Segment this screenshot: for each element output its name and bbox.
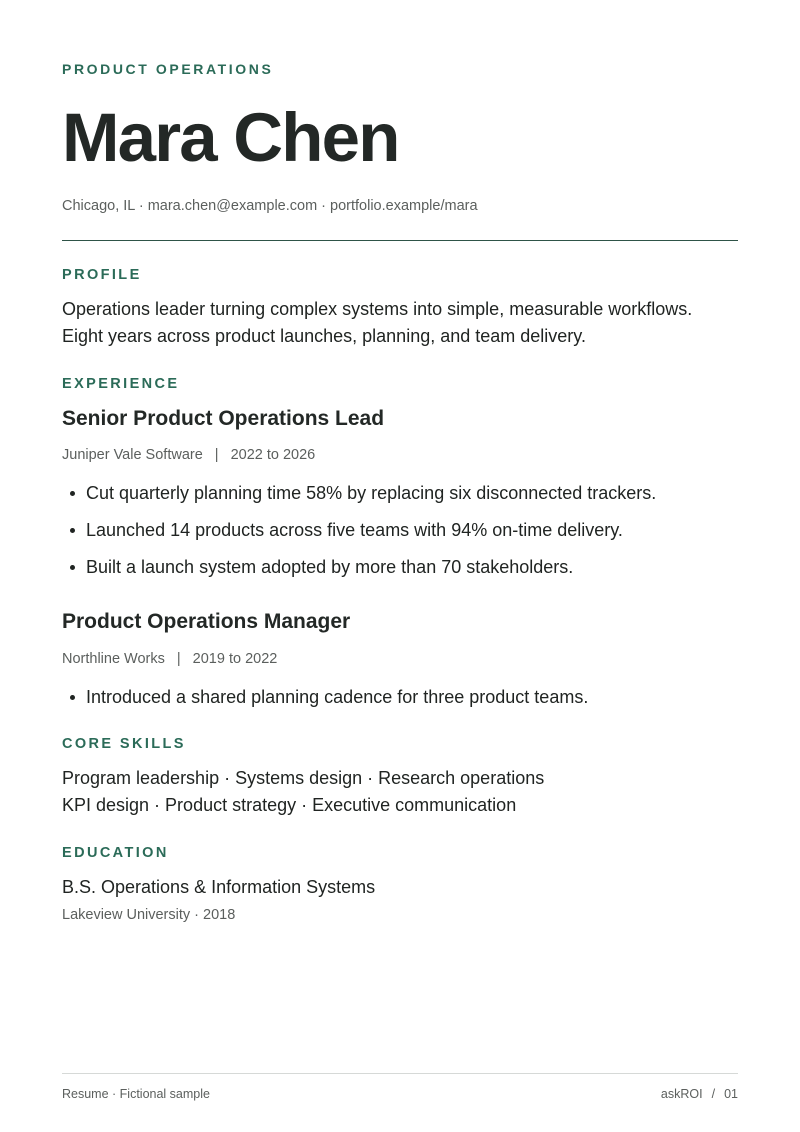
header-kicker: PRODUCT OPERATIONS [62, 61, 274, 77]
header-divider [62, 240, 738, 241]
bullet-icon [70, 491, 75, 496]
profile-summary [62, 296, 692, 350]
contact-line: Chicago, IL · mara.chen@example.com · portfolio.example/mara [62, 198, 478, 214]
job-bullets [62, 482, 656, 593]
page-number: 01 [724, 1087, 738, 1101]
section-title-skills: CORE SKILLS [62, 736, 186, 752]
job-role: Product Operations Manager [62, 610, 351, 633]
section-title-profile: PROFILE [62, 267, 142, 283]
bullet-text: Cut quarterly planning time 58% by replacing six disconnected trackers. [86, 483, 657, 503]
bullet-icon [70, 528, 75, 533]
section-title-experience: EXPERIENCE [62, 376, 180, 392]
candidate-name: Mara Chen [62, 99, 399, 176]
job-meta [62, 651, 277, 667]
job-role: Senior Product Operations Lead [62, 407, 385, 430]
profile-line: Eight years across product launches, planning, and team delivery. [62, 326, 586, 346]
bullet-text: Built a launch system adopted by more than 70 stakeholders. [86, 557, 574, 577]
footer-separator: / [711, 1087, 716, 1101]
job-company: Northline Works [62, 651, 165, 667]
job-dates: 2022 to 2026 [230, 447, 316, 463]
job-dates: 2019 to 2022 [192, 651, 278, 667]
job-company: Juniper Vale Software [62, 447, 203, 463]
section-title-education: EDUCATION [62, 845, 169, 861]
education-school: Lakeview University · 2018 [62, 907, 236, 923]
bullet-icon [70, 695, 75, 700]
bullet-icon [70, 565, 75, 570]
bullet-text: Introduced a shared planning cadence for three product teams. [86, 687, 589, 707]
job-meta-separator: | [176, 651, 181, 667]
profile-line: Operations leader turning complex systems into simple, measurable workflows. [62, 299, 693, 319]
job-meta [62, 447, 315, 463]
skills-list [62, 765, 544, 819]
list-item [62, 519, 656, 541]
job-bullets [62, 686, 588, 723]
footer-divider [62, 1073, 738, 1074]
job-meta-separator: | [214, 447, 219, 463]
education-degree: B.S. Operations & Information Systems [62, 877, 376, 897]
skills-line: KPI design · Product strategy · Executive communication [62, 795, 517, 815]
skills-line: Program leadership · Systems design · Research operations [62, 768, 545, 788]
resume-page [62, 0, 738, 1132]
footer-brand: askROI [660, 1087, 703, 1101]
bullet-text: Launched 14 products across five teams with 94% on-time delivery. [86, 520, 623, 540]
footer-note: Resume · Fictional sample [62, 1087, 210, 1101]
list-item [62, 686, 588, 708]
list-item [62, 556, 656, 578]
list-item [62, 482, 656, 504]
footer-page-info [661, 1087, 738, 1101]
